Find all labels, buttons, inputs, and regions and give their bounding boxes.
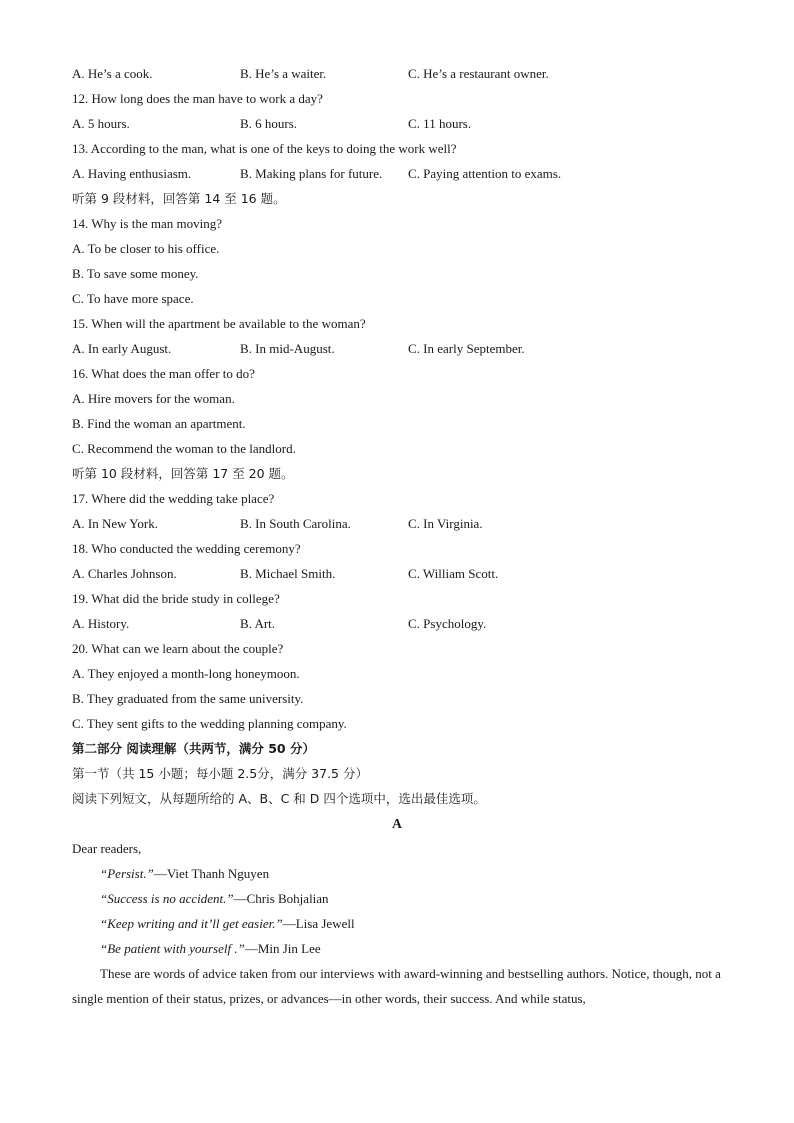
q11-options [72, 61, 722, 86]
section-9-instruction: 听第 9 段材料，回答第 14 至 16 题。 [72, 191, 286, 206]
q13-option-b: B. Making plans for future. [240, 166, 383, 181]
q11-option-a: A. He’s a cook. [72, 66, 153, 81]
quote-2-text: “Success is no accident.” [100, 891, 234, 906]
q18-options [72, 561, 722, 586]
q11-option-b: B. He’s a waiter. [240, 66, 327, 81]
quote-3 [72, 911, 722, 936]
section-10-instruction: 听第 10 段材料，回答第 17 至 20 题。 [72, 466, 294, 481]
q14-option-b: B. To save some money. [72, 266, 199, 281]
q14-option-a: A. To be closer to his office. [72, 241, 220, 256]
passage-paragraph-1: These are words of advice taken from our interviews with award-winning and bestselling authors. Notice, though, not a single mention of their status, prizes, or advances—in other words, their success. And while status, [72, 966, 721, 1006]
q12-option-a: A. 5 hours. [72, 116, 130, 131]
q12-option-c: C. 11 hours. [408, 116, 472, 131]
q17-option-a: A. In New York. [72, 516, 158, 531]
q19-options [72, 611, 722, 636]
quote-1-author: —Viet Thanh Nguyen [153, 866, 270, 881]
q18-option-a: A. Charles Johnson. [72, 566, 177, 581]
q16-option-c: C. Recommend the woman to the landlord. [72, 441, 296, 456]
q14-stem: 14. Why is the man moving? [72, 216, 222, 231]
q15-option-c: C. In early September. [408, 341, 525, 356]
q20-option-a: A. They enjoyed a month-long honeymoon. [72, 666, 300, 681]
q17-option-b: B. In South Carolina. [240, 516, 351, 531]
q13-options [72, 161, 722, 186]
q19-option-c: C. Psychology. [408, 616, 487, 631]
quote-2-author: —Chris Bohjalian [233, 891, 329, 906]
q16-option-a: A. Hire movers for the woman. [72, 391, 235, 406]
q11-option-c: C. He’s a restaurant owner. [408, 66, 549, 81]
q13-option-a: A. Having enthusiasm. [72, 166, 192, 181]
quote-1-text: “Persist.” [100, 866, 154, 881]
quote-4-text: “Be patient with yourself .” [100, 941, 245, 956]
q12-options [72, 111, 722, 136]
q19-option-b: B. Art. [240, 616, 276, 631]
q15-options [72, 336, 722, 361]
exam-page [72, 61, 722, 1011]
part-2-title: 第二部分 阅读理解（共两节，满分 50 分） [72, 741, 315, 756]
q20-stem: 20. What can we learn about the couple? [72, 641, 284, 656]
q16-option-b: B. Find the woman an apartment. [72, 416, 246, 431]
q17-option-c: C. In Virginia. [408, 516, 483, 531]
quote-4-author: —Min Jin Lee [244, 941, 321, 956]
q12-stem: 12. How long does the man have to work a day? [72, 91, 323, 106]
q19-option-a: A. History. [72, 616, 130, 631]
q13-option-c: C. Paying attention to exams. [408, 166, 562, 181]
q16-stem: 16. What does the man offer to do? [72, 366, 255, 381]
salutation: Dear readers, [72, 841, 142, 856]
quote-1 [72, 861, 722, 886]
q12-option-b: B. 6 hours. [240, 116, 298, 131]
q17-stem: 17. Where did the wedding take place? [72, 491, 275, 506]
part-2-instructions: 阅读下列短文，从每题所给的 A、B、C 和 D 四个选项中，选出最佳选项。 [72, 791, 486, 806]
q13-stem: 13. According to the man, what is one of the keys to doing the work well? [72, 141, 457, 156]
quote-2 [72, 886, 722, 911]
q20-option-c: C. They sent gifts to the wedding planning company. [72, 716, 347, 731]
quote-4 [72, 936, 722, 961]
q15-stem: 15. When will the apartment be available to the woman? [72, 316, 366, 331]
q15-option-b: B. In mid-August. [240, 341, 335, 356]
q19-stem: 19. What did the bride study in college? [72, 591, 280, 606]
q18-stem: 18. Who conducted the wedding ceremony? [72, 541, 301, 556]
passage-label: A [392, 816, 402, 831]
q14-option-c: C. To have more space. [72, 291, 194, 306]
q18-option-c: C. William Scott. [408, 566, 499, 581]
q18-option-b: B. Michael Smith. [240, 566, 336, 581]
q15-option-a: A. In early August. [72, 341, 172, 356]
q20-option-b: B. They graduated from the same university. [72, 691, 304, 706]
quote-3-text: “Keep writing and it’ll get easier.” [100, 916, 283, 931]
part-2-section-1: 第一节（共 15 小题；每小题 2.5分，满分 37.5 分） [72, 766, 368, 781]
q17-options [72, 511, 722, 536]
quote-3-author: —Lisa Jewell [282, 916, 355, 931]
